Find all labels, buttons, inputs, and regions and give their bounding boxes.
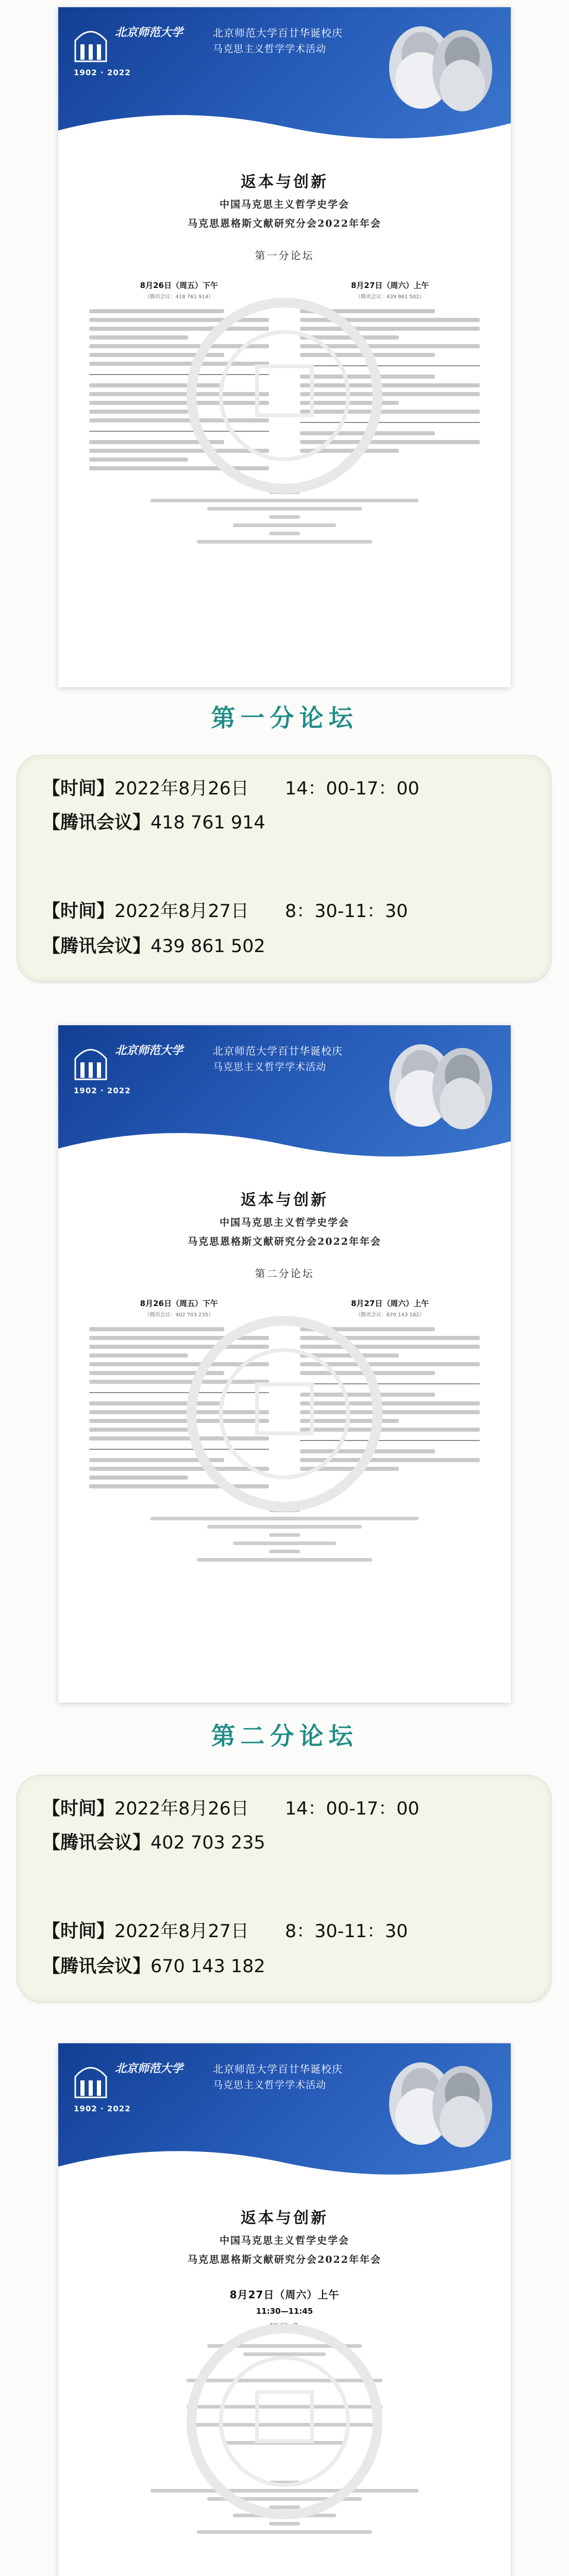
university-name: 北京师范大学	[115, 1044, 183, 1057]
info-value: 439 861 502	[150, 936, 265, 957]
info-value: 670 143 182	[150, 1956, 265, 1977]
session-left-meeting: （腾讯会议：418 761 914）	[144, 294, 214, 300]
info-value: 2022年8月27日 8：30-11：30	[114, 1921, 408, 1942]
info-label: 【时间】	[42, 1799, 115, 1819]
series-title: 马克思主义哲学学术活动	[213, 43, 327, 55]
poster-subtitle-line-1: 中国马克思主义哲学史学会	[219, 2235, 349, 2246]
info-label: 【时间】	[42, 901, 115, 922]
info-row	[42, 897, 537, 923]
poster-footer	[89, 490, 480, 544]
poster-main-title: 返本与创新	[241, 173, 328, 191]
info-value: 418 761 914	[150, 812, 265, 833]
anniversary-title: 北京师范大学百廿华诞校庆	[213, 2063, 343, 2075]
info-value: 402 703 235	[150, 1833, 265, 1853]
poster-footer	[89, 1509, 480, 1562]
session-right-meeting: （腾讯会议：670 143 182）	[355, 1312, 425, 1318]
poster-subtitle-line-1: 中国马克思主义哲学史学会	[219, 1217, 349, 1228]
info-label: 【腾讯会议】	[42, 1956, 151, 1977]
university-seal-watermark-icon	[187, 2324, 382, 2519]
info-value: 2022年8月26日 14：00-17：00	[114, 778, 420, 799]
poster-main-title: 返本与创新	[241, 1191, 328, 1209]
university-seal-watermark-icon	[187, 1316, 382, 1512]
header-wave-shape	[58, 101, 511, 162]
session-left-meeting: （腾讯会议：402 703 235）	[144, 1312, 214, 1318]
series-title: 马克思主义哲学学术活动	[213, 1061, 327, 1073]
info-row	[42, 808, 537, 834]
header-wave-shape	[58, 1119, 511, 1180]
university-logo-icon	[73, 23, 109, 64]
year-badge: 1902 · 2022	[74, 2104, 131, 2113]
poster-main-title: 返本与创新	[241, 2209, 328, 2227]
forum-2-info-box	[21, 1779, 547, 1998]
info-value: 2022年8月26日 14：00-17：00	[114, 1799, 420, 1819]
poster-forum-name: 第二分论坛	[255, 1267, 314, 1280]
university-seal-watermark-icon	[187, 298, 382, 494]
closing-poster	[58, 2043, 511, 2576]
poster-subtitle-line-2: 马克思恩格斯文献研究分会2022年年会	[188, 218, 381, 229]
forum-2-poster	[58, 1025, 511, 1703]
poster-header	[58, 7, 511, 162]
poster-forum-name: 第一分论坛	[255, 249, 314, 262]
info-label: 【腾讯会议】	[42, 1833, 151, 1853]
poster-body	[58, 2205, 511, 2534]
university-logo-icon	[73, 1041, 109, 1082]
anniversary-title: 北京师范大学百廿华诞校庆	[213, 1045, 343, 1057]
poster-subtitle-line-1: 中国马克思主义哲学史学会	[219, 199, 349, 210]
closing-date: 8月27日（周六）上午	[229, 2289, 340, 2301]
series-title: 马克思主义哲学学术活动	[213, 2079, 327, 2091]
session-right-date: 8月27日（周六）上午	[351, 281, 429, 290]
poster-subtitle-line-2: 马克思恩格斯文献研究分会2022年年会	[188, 1236, 381, 1247]
info-label: 【腾讯会议】	[42, 812, 151, 833]
session-left-date: 8月26日（周五）下午	[140, 281, 218, 290]
closing-label: 闭幕式	[269, 2323, 300, 2333]
university-name: 北京师范大学	[115, 26, 183, 39]
university-logo-icon	[73, 2059, 109, 2100]
info-label: 【时间】	[42, 778, 115, 799]
session-right-meeting: （腾讯会议：439 861 502）	[355, 294, 425, 300]
year-badge: 1902 · 2022	[74, 68, 131, 77]
info-row	[42, 1828, 537, 1854]
section-title-forum-1: 第一分论坛	[211, 704, 358, 733]
poster-body	[58, 1187, 511, 1562]
info-label: 【腾讯会议】	[42, 936, 151, 957]
poster-subtitle-line-2: 马克思恩格斯文献研究分会2022年年会	[188, 2254, 381, 2265]
forum-1-poster	[58, 7, 511, 687]
anniversary-title: 北京师范大学百廿华诞校庆	[213, 27, 343, 39]
poster-header	[58, 2043, 511, 2198]
info-row	[42, 1794, 537, 1820]
section-title-forum-2: 第二分论坛	[211, 1722, 358, 1751]
closing-time: 11:30—11:45	[256, 2307, 313, 2316]
info-value: 2022年8月27日 8：30-11：30	[114, 901, 408, 922]
header-wave-shape	[58, 2137, 511, 2198]
info-row	[42, 1917, 537, 1943]
year-badge: 1902 · 2022	[74, 1086, 131, 1095]
session-left-date: 8月26日（周五）下午	[140, 1299, 218, 1308]
poster-header	[58, 1025, 511, 1180]
info-label: 【时间】	[42, 1921, 115, 1942]
poster-body	[58, 169, 511, 544]
forum-1-info-box	[21, 759, 547, 978]
session-right-date: 8月27日（周六）上午	[351, 1299, 429, 1308]
info-row	[42, 774, 537, 800]
university-name: 北京师范大学	[115, 2062, 183, 2075]
info-row	[42, 1952, 537, 1978]
info-row	[42, 932, 537, 958]
